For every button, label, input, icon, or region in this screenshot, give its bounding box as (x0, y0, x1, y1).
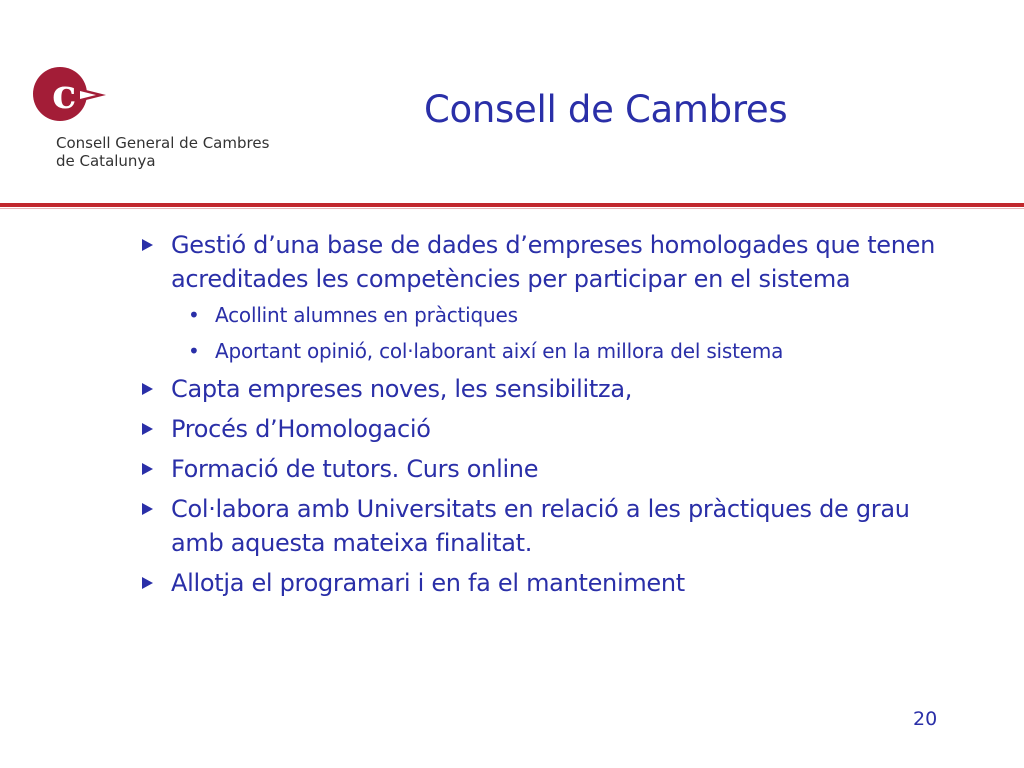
bullet-text: Allotja el programari i en fa el manteniment (171, 569, 685, 597)
arrow-bullet-icon (142, 577, 153, 589)
bullet-text: Procés d’Homologació (171, 415, 431, 443)
sub-bullet-text: Acollint alumnes en pràctiques (215, 303, 518, 327)
sub-bullet-item (140, 336, 940, 366)
org-name-line1: Consell General de Cambres (56, 134, 270, 152)
org-name-line2: de Catalunya (56, 152, 156, 170)
bullet-text: Capta empreses noves, les sensibilitza, (171, 375, 633, 403)
sub-bullet-item (140, 300, 940, 330)
title-divider (0, 203, 1024, 207)
dot-bullet-icon: • (188, 339, 200, 363)
org-name (56, 134, 269, 170)
bullet-item (140, 372, 940, 406)
bullet-text: Formació de tutors. Curs online (171, 455, 539, 483)
bullet-text: Col·labora amb Universitats en relació a les pràctiques de grau amb aquesta mateixa finalitat. (171, 495, 910, 557)
arrow-bullet-icon (142, 463, 153, 475)
arrow-bullet-icon (142, 423, 153, 435)
bullet-item (140, 412, 940, 446)
page-number: 20 (913, 708, 938, 730)
svg-text:c: c (52, 71, 77, 118)
cambres-logo-icon (30, 64, 110, 126)
bullet-item (140, 228, 940, 296)
bullet-item (140, 566, 940, 600)
org-logo (30, 64, 290, 174)
title-divider-shadow (0, 208, 1024, 209)
dot-bullet-icon: • (188, 303, 200, 327)
arrow-bullet-icon (142, 239, 153, 251)
bullet-text: Gestió d’una base de dades d’empreses homologades que tenen acreditades les competències per participar en el sistema (171, 231, 936, 293)
slide-body (140, 228, 940, 606)
slide-title: Consell de Cambres (424, 88, 788, 131)
arrow-bullet-icon (142, 383, 153, 395)
arrow-bullet-icon (142, 503, 153, 515)
bullet-item (140, 452, 940, 486)
bullet-item (140, 492, 940, 560)
sub-bullet-text: Aportant opinió, col·laborant així en la millora del sistema (215, 339, 784, 363)
